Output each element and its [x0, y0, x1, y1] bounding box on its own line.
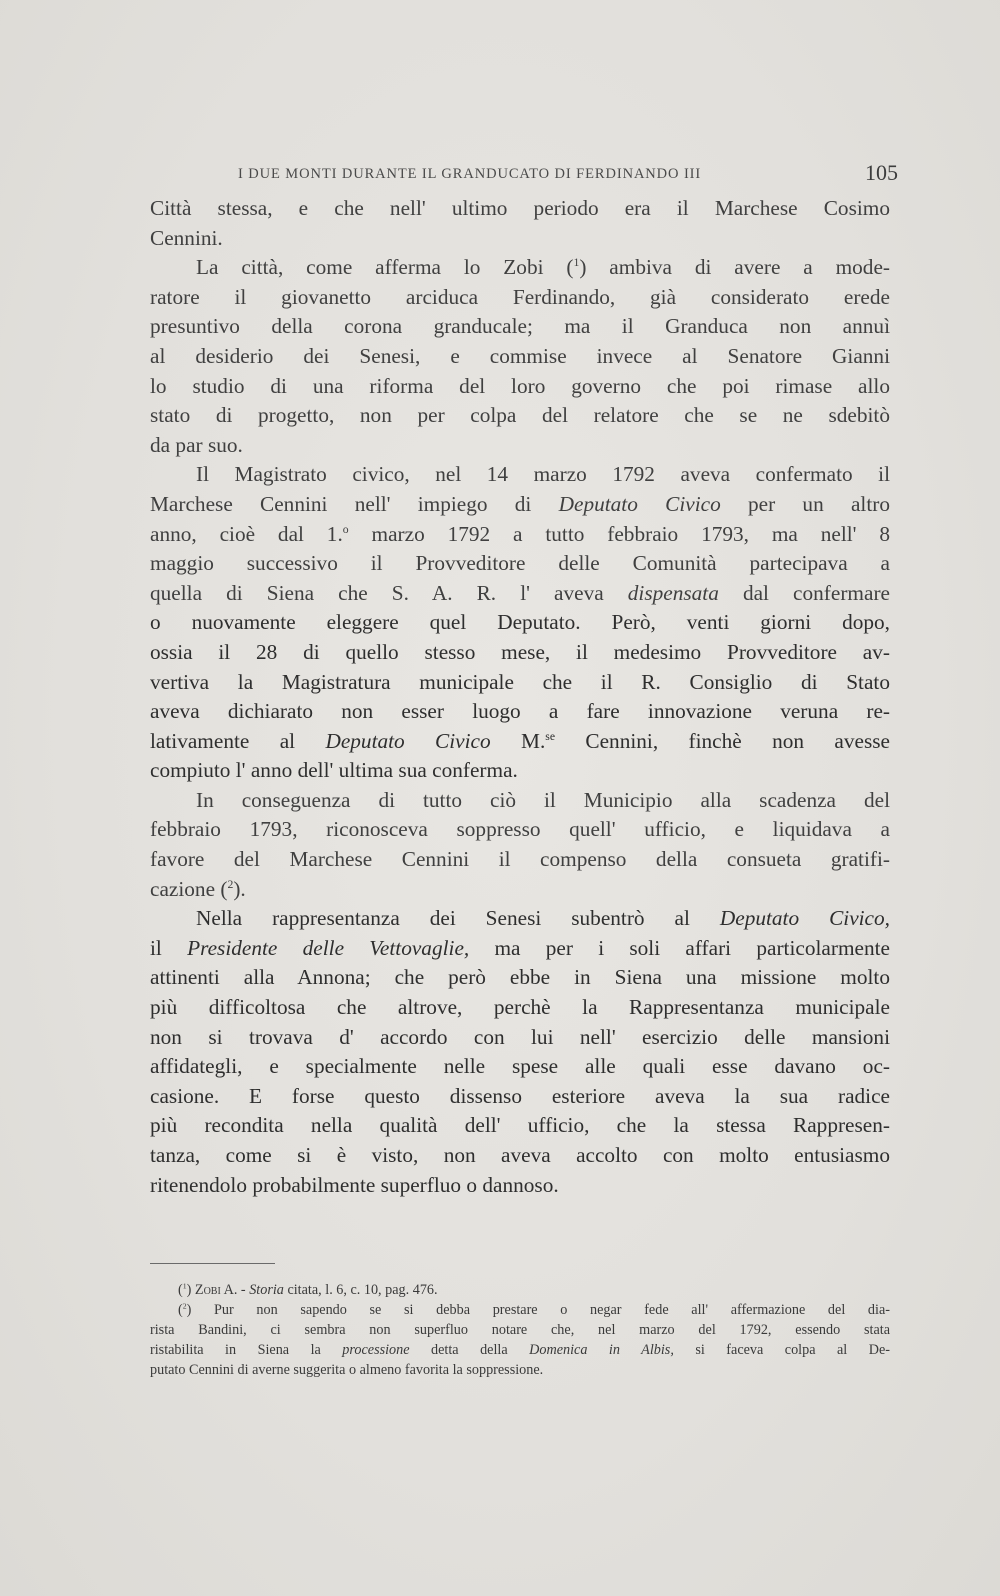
text-line: Città stessa, e che nell' ultimo periodo era il Marchese Cosimo: [150, 196, 890, 220]
running-title: I DUE MONTI DURANTE IL GRANDUCATO DI FERDINANDO III: [238, 166, 702, 182]
text-line: Il Magistrato civico, nel 14 marzo 1792 aveva confermato il: [196, 462, 890, 487]
text-line: cazione ($^2$).: [150, 876, 246, 901]
text-line: da par suo.: [150, 432, 243, 457]
text-line: affidategli, e specialmente nelle spese alle quali esse davano oc-: [150, 1054, 890, 1079]
footnotes: [150, 1280, 890, 1380]
body-text: [150, 194, 890, 1200]
footnote-1: ($^1$) Zobi A. - Storia citata, l. 6, c. 10, pag. 476.: [178, 1281, 438, 1298]
text-line: In conseguenza di tutto ciò il Municipio alla scadenza del: [196, 787, 890, 812]
text-line: tanza, come si è visto, non aveva accolto con molto entusiasmo: [150, 1143, 890, 1167]
text-line: Nella rappresentanza dei Senesi subentrò al Deputato Civico,: [196, 906, 890, 931]
text-line: febbraio 1793, riconosceva soppresso quell' ufficio, e liquidava a: [150, 817, 890, 842]
text-line: quella di Siena che S. A. R. l' aveva dispensata dal confermare: [150, 580, 890, 605]
text-line: ossia il 28 di quello stesso mese, il medesimo Provveditore av-: [150, 639, 890, 664]
text-line: maggio successivo il Provveditore delle Comunità partecipava a: [150, 551, 890, 576]
text-line: più difficoltosa che altrove, perchè la Rappresentanza municipale: [150, 995, 890, 1020]
text-line: Marchese Cennini nell' impiego di Deputato Civico per un altro: [150, 491, 890, 516]
footnote-ref: 1: [573, 256, 580, 270]
text-line: più recondita nella qualità dell' ufficio, che la stessa Rappresen-: [150, 1113, 890, 1138]
text-line: al desiderio dei Senesi, e commise invece al Senatore Gianni: [150, 343, 890, 368]
text-line: attinenti alla Annona; che però ebbe in Siena una missione molto: [150, 965, 890, 990]
text-line: compiuto l' anno dell' ultima sua conferma.: [150, 758, 518, 783]
text-line: non si trovava d' accordo con lui nell' esercizio delle mansioni: [150, 1024, 890, 1049]
text-line: lativamente al Deputato Civico M.$^{se}$ Cennini, finchè non avesse: [150, 728, 890, 753]
text-line: Cennini.: [150, 225, 223, 250]
footnote-2-line: putato Cennini di averne suggerita o almeno favorita la soppressione.: [150, 1362, 544, 1378]
text-line: La città, come afferma lo Zobi ($^1$) ambiva di avere a mode-: [196, 255, 890, 280]
text-line: stato di progetto, non per colpa del relatore che se ne sdebitò: [150, 403, 890, 428]
footnote-divider: [150, 1263, 275, 1264]
text-line: lo studio di una riforma del loro governo che poi rimase allo: [150, 373, 890, 398]
text-line: anno, cioè dal 1.$^o$ marzo 1792 a tutto febbraio 1793, ma nell' 8: [150, 521, 891, 546]
page-number: 105: [865, 160, 898, 185]
text-line: ritenendolo probabilmente superfluo o dannoso.: [150, 1172, 559, 1197]
footnote-2: ($^2$) Pur non sapendo se si debba prestare o negar fede all' affermazione del dia-: [178, 1301, 890, 1318]
text-line: aveva dichiarato non esser luogo a fare innovazione veruna re-: [150, 699, 890, 724]
text-line: casione. E forse questo dissenso esteriore aveva la sua radice: [150, 1083, 890, 1108]
footnote-2-line: ristabilita in Siena la processione detta della Domenica in Albis, si faceva colpa al De-: [150, 1342, 890, 1358]
text-line: il Presidente delle Vettovaglie, ma per i soli affari particolarmente: [150, 935, 890, 960]
text-line: ratore il giovanetto arciduca Ferdinando, già considerato erede: [150, 284, 890, 309]
text-line: favore del Marchese Cennini il compenso della consueta gratifi-: [150, 847, 890, 872]
footnote-ref: 2: [227, 877, 234, 891]
text-line: o nuovamente eleggere quel Deputato. Però, venti giorni dopo,: [150, 610, 890, 635]
text-line: presuntivo della corona granducale; ma il Granduca non annuì: [150, 314, 890, 339]
footnote-2-line: rista Bandini, ci sembra non superfluo notare che, nel marzo del 1792, essendo stata: [150, 1322, 890, 1338]
text-line: vertiva la Magistratura municipale che il R. Consiglio di Stato: [150, 669, 890, 694]
running-header: [238, 160, 898, 190]
